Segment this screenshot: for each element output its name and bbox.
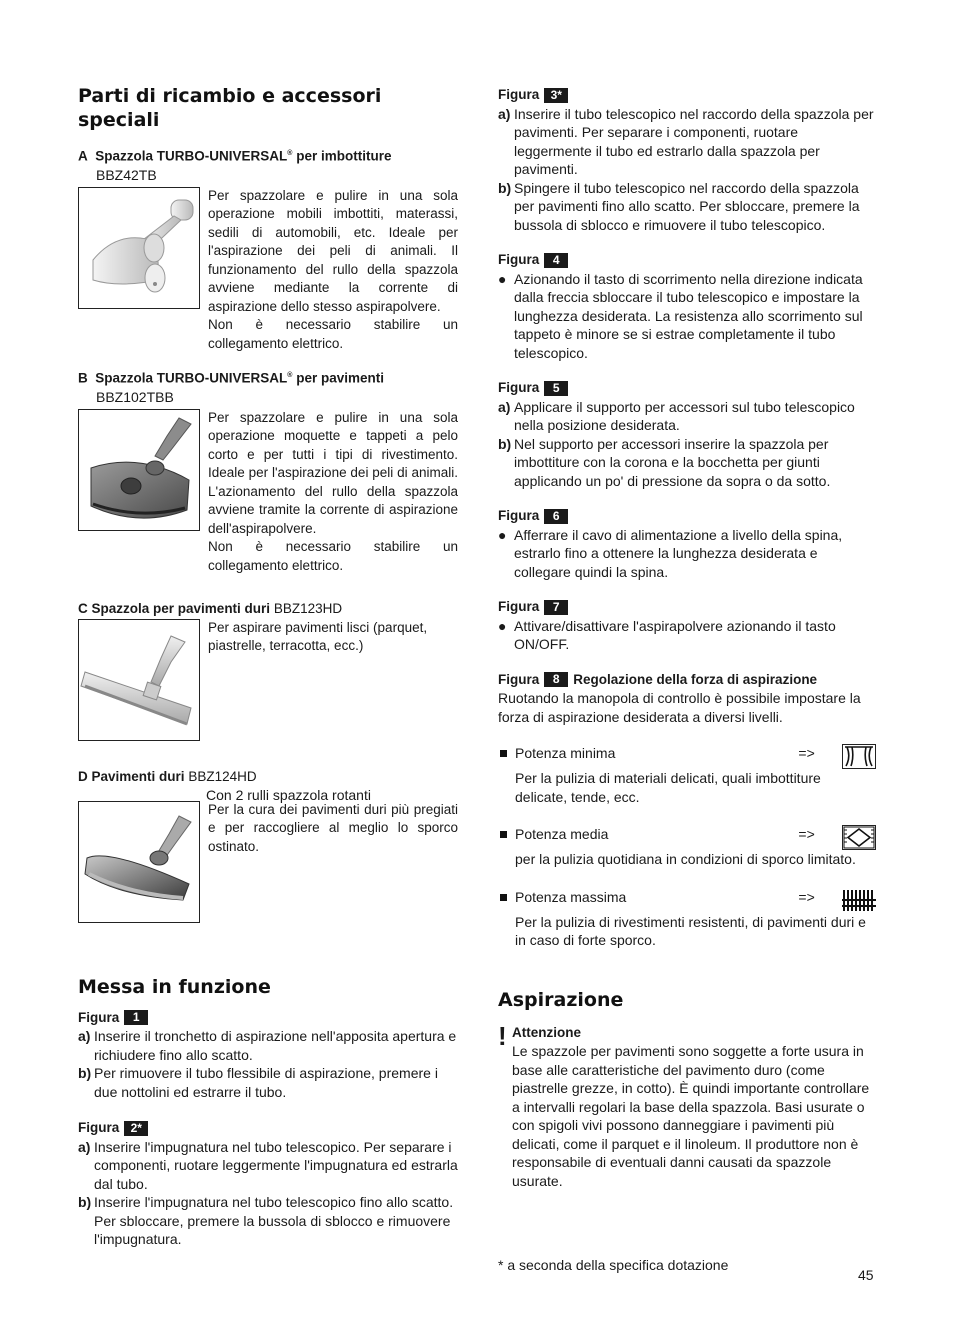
power-level-min	[498, 744, 876, 806]
step-b: Nel supporto per accessori inserire la spazzola per imbottiture con la corona e la bocchetta per giunti applicando un po' di pressione da sopra o da sotto.	[514, 435, 831, 489]
arrow-text: =>	[798, 888, 815, 905]
upholstery-brush-image	[78, 187, 200, 309]
bullet-icon: ●	[498, 270, 507, 287]
acc-name: Pavimenti duri	[91, 768, 185, 784]
acc-description: Per spazzolare e pulire in una sola operazione moquette e tappeti a pelo corto e per tutti i tipi di rivestimento. Ideale per l'aspirazione dei peli di animali. L'azionamento del rullo della spazzola avviene tramite la corrente di aspirazione dell'aspirapolvere.	[208, 409, 458, 536]
acc-model: BBZ123HD	[273, 601, 343, 616]
figure-8	[498, 671, 876, 727]
acc-name-suffix: per imbottiture	[292, 148, 392, 164]
figure-2: Figura 2* a) Inserire l'impugnatura nel tubo telescopico. Per separare i componenti, ruotare leggermente l'impugnatura ed estrarla dal tubo. b) Inserire l'impugnatura nel tubo telescopico fino allo scatto. Per sbloccare, premere la bussola di sblocco e rimuovere l'impugnatura.	[78, 1120, 458, 1247]
bullet-text: Azionando il tasto di scorrimento nella direzione indicata dalla freccia sbloccare il tubo telescopico e impostare la lunghezza desiderata. La resistenza allo scorrimento sul tappeto è minore se si estrae completamente il tubo telescopico.	[514, 270, 863, 361]
curtain-icon	[842, 744, 876, 769]
acc-model: BBZ102TBB	[96, 389, 174, 405]
acc-letter: A	[78, 148, 88, 164]
right-column	[498, 86, 876, 1190]
acc-model: BBZ124HD	[188, 768, 257, 784]
acc-letter: D	[78, 768, 88, 784]
step-a: Inserire l'impugnatura nel tubo telescopico. Per separare i componenti, ruotare leggermente l'impugnatura ed estrarla dal tubo.	[94, 1138, 458, 1192]
figure-label: Figura	[498, 252, 540, 267]
floor-turbo-brush-image	[78, 409, 200, 531]
acc-letter: C	[78, 601, 88, 616]
step-b: Inserire l'impugnatura nel tubo telescopico fino allo scatto. Per sbloccare, premere la bussola di sblocco e rimuovere l'impugnatura.	[94, 1194, 454, 1247]
power-level-max	[498, 888, 876, 950]
page-number: 45	[858, 1267, 874, 1283]
accessory-b	[78, 367, 458, 575]
accessory-c	[78, 600, 458, 741]
figure-number-badge: 7	[544, 600, 568, 615]
bullet-square-icon	[500, 750, 507, 757]
footnote: * a seconda della specifica dotazione	[498, 1257, 729, 1273]
warning-text: Le spazzole per pavimenti sono soggette a forte usura in base alle caratteristiche del pavimento duro (come piastrelle grezze, in cotto). È quindi importante controllare a intervalli regolari la base della spazzola. Basi usurate o con spigoli vivi possono danneggiare i pavimenti più delicati, come il parquet e il linoleum. Il produttore non è responsabile di eventuali danni causati da spazzole usurate.	[512, 1043, 870, 1189]
figure-label: Figura	[498, 380, 540, 395]
figure-number-badge: 1	[124, 1010, 148, 1025]
figure-label: Figura	[498, 599, 540, 614]
figure-7	[498, 598, 876, 654]
figure-label: Figura	[498, 671, 540, 687]
warning-block	[498, 1020, 876, 1191]
figure-title: Regolazione della forza di aspirazione	[573, 671, 818, 687]
power-name: Potenza media	[515, 826, 609, 842]
warning-title: Attenzione	[512, 1024, 581, 1040]
figure-label: Figura	[498, 508, 540, 523]
figure-number-badge: 8	[544, 672, 568, 687]
figure-number-badge: 6	[544, 509, 568, 524]
bullet-icon: ●	[498, 526, 507, 543]
power-description: per la pulizia quotidiana in condizioni di sporco limitato.	[515, 851, 856, 867]
figure-label: Figura	[78, 1009, 120, 1025]
bullet-text: Attivare/disattivare l'aspirapolvere azionando il tasto ON/OFF.	[514, 617, 836, 652]
arrow-text: =>	[798, 826, 815, 842]
figure-intro: Ruotando la manopola di controllo è possibile impostare la forza di aspirazione desiderata a diversi livelli.	[498, 690, 861, 725]
startup-title: Messa in funzione	[78, 975, 271, 998]
hard-floor-brush-image	[78, 619, 200, 741]
acc-note: Non è necessario stabilire un collegamento elettrico.	[208, 317, 458, 351]
power-description: Per la pulizia di rivestimenti resistenti, di pavimenti duri e in caso di forte sporco.	[515, 913, 866, 948]
carpet-icon	[842, 888, 876, 913]
accessory-a	[78, 145, 458, 353]
suction-title: Aspirazione	[498, 988, 624, 1011]
step-a: Inserire il tubo telescopico nel raccordo della spazzola per pavimenti. Per separare i componenti, ruotare leggermente il tubo ed estrarlo dalla spazzola per pavimenti.	[514, 105, 874, 177]
step-b: Per rimuovere il tubo flessibile di aspirazione, premere i due nottolini ed estrarre il tubo.	[94, 1065, 438, 1100]
bullet-square-icon	[500, 831, 507, 838]
parquet-brush-image	[78, 801, 200, 923]
power-level-medium	[498, 825, 876, 869]
figure-1: Figura 1 a) Inserire il tronchetto di aspirazione nell'apposita apertura e richiudere fino allo scatto. b) Per rimuovere il tubo flessibile di aspirazione, premere i due nottolini ed estrarre il tubo.	[78, 1009, 457, 1100]
acc-description: Per aspirare pavimenti lisci (parquet, piastrelle, terracotta, ecc.)	[208, 619, 428, 653]
arrow-text: =>	[798, 745, 815, 761]
bullet-icon: ●	[498, 617, 507, 634]
acc-name: Spazzola per pavimenti duri	[91, 601, 271, 616]
registered-mark: ®	[287, 150, 293, 157]
acc-note: Non è necessario stabilire un collegamento elettrico.	[208, 539, 458, 573]
left-column	[78, 84, 458, 1249]
acc-name-suffix: per pavimenti	[292, 370, 384, 386]
step-a: Applicare il supporto per accessori sul tubo telescopico nella posizione desiderata.	[514, 398, 855, 433]
power-name: Potenza massima	[515, 888, 627, 905]
power-description: Per la pulizia di materiali delicati, quali imbottiture delicate, tende, ecc.	[515, 770, 821, 805]
power-name: Potenza minima	[515, 745, 616, 761]
acc-name: Spazzola TURBO-UNIVERSAL	[95, 148, 288, 164]
figure-number-badge: 5	[544, 381, 568, 396]
figure-label: Figura	[78, 1120, 120, 1135]
bullet-square-icon	[500, 894, 507, 901]
acc-description: Per spazzolare e pulire in una sola operazione mobili imbottiti, materassi, sedili di automobili, etc. Ideale per l'aspirazione dei peli di animali. Il funzionamento del rullo della spazzola avviene mediante la corrente di aspirazione dello stesso aspirapolvere.	[208, 187, 458, 314]
figure-3: Figura 3* a) Inserire il tubo telescopico nel raccordo della spazzola per pavimenti. Per separare i componenti, ruotare leggermente il tubo ed estrarlo dalla spazzola per pavimenti. b) Spingere il tubo telescopico nel raccordo della spazzola per pavimenti fino allo scatto. Per sbloccare, premere la bussola di sblocco e rimuovere il tubo telescopico.	[498, 86, 876, 234]
figure-number-badge: 3*	[544, 88, 568, 103]
acc-model: BBZ42TB	[96, 167, 157, 183]
bullet-text: Afferrare il cavo di alimentazione a livello della spina, estrarlo fino a ottenere la lunghezza desiderata e collegare quindi la spina.	[514, 526, 843, 580]
figure-number-badge: 2*	[124, 1121, 148, 1136]
figure-label: Figura	[498, 87, 540, 102]
acc-name: Spazzola TURBO-UNIVERSAL	[95, 370, 288, 386]
acc-feature: Con 2 rulli spazzola rotanti	[206, 787, 371, 803]
figure-5: Figura 5 a) Applicare il supporto per accessori sul tubo telescopico nella posizione desiderata. b) Nel supporto per accessori inserire la spazzola per imbottiture con la corona e la bocchetta per giunti applicando un po' di pressione da sopra o da sotto.	[498, 379, 876, 490]
warning-icon: !	[498, 1020, 507, 1051]
step-b: Spingere il tubo telescopico nel raccordo della spazzola per pavimenti fino allo scatto. Per sbloccare, premere la bussola di sblocco e rimuovere il tubo telescopico.	[514, 179, 860, 233]
registered-mark: ®	[287, 372, 293, 379]
parts-title: Parti di ricambio e accessori speciali	[78, 85, 382, 131]
accessory-d	[78, 768, 458, 923]
figure-number-badge: 4	[544, 253, 568, 268]
figure-6	[498, 507, 876, 581]
acc-letter: B	[78, 370, 88, 386]
acc-description: Per la cura dei pavimenti duri più pregiati e per raccogliere al meglio lo sporco ostinato.	[208, 801, 458, 854]
step-a: Inserire il tronchetto di aspirazione nell'apposita apertura e richiudere fino allo scatto.	[94, 1028, 457, 1063]
figure-4	[498, 251, 876, 362]
rug-icon	[842, 825, 876, 850]
